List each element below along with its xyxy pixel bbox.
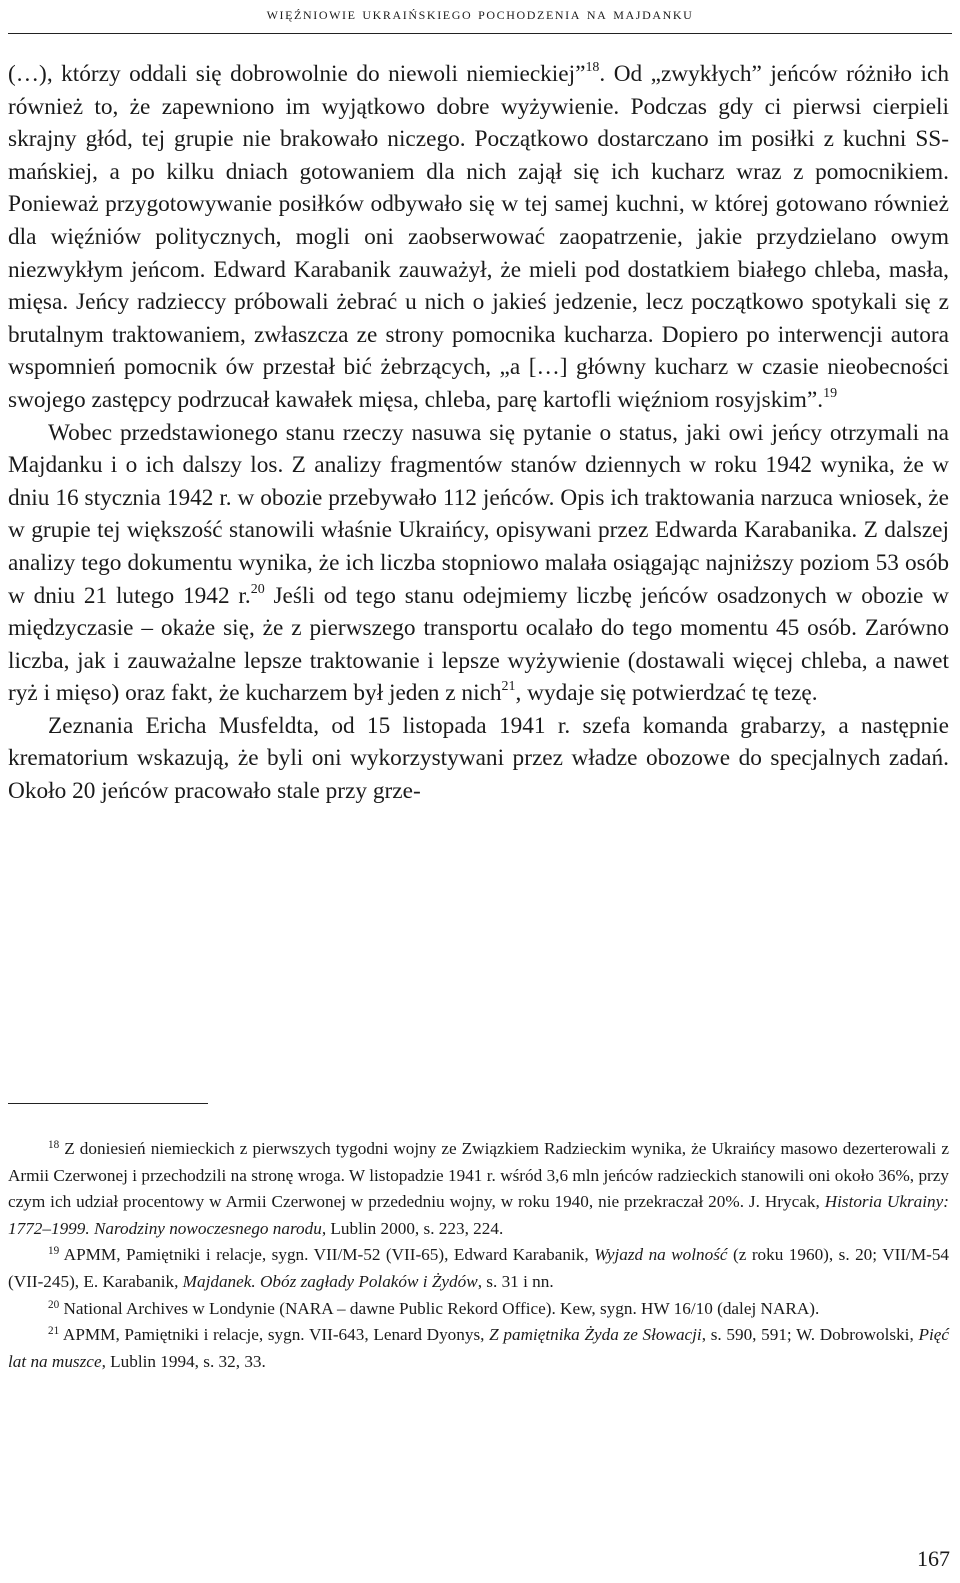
footnote-ref: 18: [585, 60, 600, 76]
footnote-ref: 21: [501, 679, 516, 695]
paragraph: [8, 417, 949, 710]
footnote-ref: 21: [48, 1325, 60, 1338]
italic-title: Historia Ukrainy: 1772–1999. Narodziny nowoczesnego narodu: [8, 1192, 949, 1238]
footnote-ref: 20: [48, 1298, 60, 1311]
text-run: National Archives w Londynie (NARA – dawne Public Rekord Office). Kew, sygn. HW 16/10 (dalej NARA).: [59, 1298, 820, 1318]
footnote-ref: 19: [823, 386, 838, 402]
text-run: Z doniesień niemieckich z pierwszych tygodni wojny ze Związkiem Radzieckim wynika, że Ukraińcy masowo dezerterowali z Armii Czerwonej i przechodzili na stronę wroga. W listopadzie 1941 r. wśród 3,6 mln jeńców radzieckich stanowili oni około 36%, przy czym ich udział procentowy w Armii Czerwonej w przededniu wojny, w roku 1940, nie przekraczał 20%. J. Hrycak,: [8, 1139, 949, 1212]
text-run: APMM, Pamiętniki i relacje, sygn. VII-643, Lenard Dyonys,: [59, 1325, 490, 1345]
italic-title: Z pamiętnika Żyda ze Słowacji: [489, 1325, 702, 1345]
text-run: , wydaje się potwierdzać tę tezę.: [515, 680, 818, 707]
footnote: [8, 1136, 949, 1242]
text-run: Jeśli od tego stanu odejmiemy liczbę jeńców osadzonych w obozie w międzyczasie – okaże się, że z pierwszego transportu ocalało do tego momentu 45 osób. Zarówno liczba, jak i zauważalne lepsze traktowanie i lepsze wyżywienie (dostawali więcej chleba, a nawet ryż i mięso) oraz fakt, że kucharzem był jeden z nich: [8, 582, 949, 707]
text-run: APMM, Pamiętniki i relacje, sygn. VII/M-52 (VII-65), Edward Karabanik,: [59, 1245, 595, 1265]
text-run: Wobec przedstawionego stanu rzeczy nasuwa się pytanie o status, jaki owi jeńcy otrzymali na Majdanku i o ich dalszy los. Z analizy fragmentów stanów dziennych w roku 1942 wynika, że w dniu 16 stycznia 1942 r. w obozie przebywało 112 jeńców. Opis ich traktowania narzuca wniosek, że w grupie tej większość stanowili właśnie Ukraińcy, opisywani przez Edwarda Karabanika. Z dalszej analizy tego dokumentu wynika, że ich liczba stopniowo malała osiągając najniższy poziom 53 osób w dniu 21 lutego 1942 r.: [8, 419, 949, 609]
footnotes: [8, 1136, 949, 1375]
text-run: , s. 31 i nn.: [477, 1271, 554, 1291]
paragraph: [8, 710, 949, 808]
header-rule: [8, 33, 952, 34]
footnote: [8, 1322, 949, 1375]
italic-title: Pięć lat na muszce: [8, 1325, 949, 1371]
text-run: (z roku 1960), s. 20; VII/M-54 (VII-245), E. Karabanik,: [8, 1245, 950, 1291]
running-head: więźniowie ukraińskiego pochodzenia na majdanku: [266, 4, 694, 23]
text-run: , Lublin 1994, s. 32, 33.: [101, 1351, 266, 1371]
footnote-separator: [8, 1103, 208, 1104]
text-run: . Od „zwykłych” jeńców różniło ich również to, że zapewniono im wyjątkowo dobre wyżywienie. Podczas gdy ci pierwsi cierpieli skrajny głód, tej grupie nie brakowało niczego. Początkowo dostarczano im posiłki z kuchni SS-mańskiej, a po kilku dniach gotowaniem dla nich zajął się ich kucharz wraz z pomocnikiem. Ponieważ przygotowywanie posiłków odbywało się w tej samej kuchni, w której gotowano również dla więźniów politycznych, mogli oni zaobserwować zaopatrzenie, jakie przydzielano owym niezwykłym jeńcom. Edward Karabanik zauważył, że mieli pod dostatkiem białego chleba, masła, mięsa. Jeńcy radzieccy próbowali żebrać u nich o jakieś jedzenie, lecz początkowo spotykali się z brutalnym traktowaniem, zwłaszcza ze strony pomocnika kucharza. Dopiero po interwencji autora wspomnień pomocnik ów przestał bić żebrzących, „a […] główny kucharz w czasie nieobecności swojego zastępcy podrzucał kawałek mięsa, chleba, parę kartofli więźniom rosyjskim”.: [8, 61, 949, 413]
footnote-ref: 18: [48, 1138, 60, 1151]
text-run: Zeznania Ericha Musfeldta, od 15 listopada 1941 r. szefa komanda grabarzy, a następnie krematorium wskazują, że byli oni wykorzystywani przez władze obozowe do specjalnych zadań. Około 20 jeńców pracowało stale przy grze-: [8, 712, 949, 805]
text-run: (…), którzy oddali się dobrowolnie do niewoli niemieckiej”: [8, 61, 586, 87]
footnote-ref: 20: [250, 581, 265, 597]
footnote: [8, 1296, 949, 1323]
footnote: [8, 1242, 949, 1295]
paragraph: [8, 58, 949, 417]
italic-title: Majdanek. Obóz zagłady Polaków i Żydów: [182, 1271, 478, 1291]
main-text: [8, 58, 949, 808]
text-run: , s. 590, 591; W. Dobrowolski,: [701, 1325, 919, 1345]
footnote-ref: 19: [48, 1245, 60, 1258]
page-number: 167: [917, 1546, 950, 1571]
italic-title: Wyjazd na wolność: [594, 1245, 728, 1265]
text-run: , Lublin 2000, s. 223, 224.: [321, 1218, 504, 1238]
